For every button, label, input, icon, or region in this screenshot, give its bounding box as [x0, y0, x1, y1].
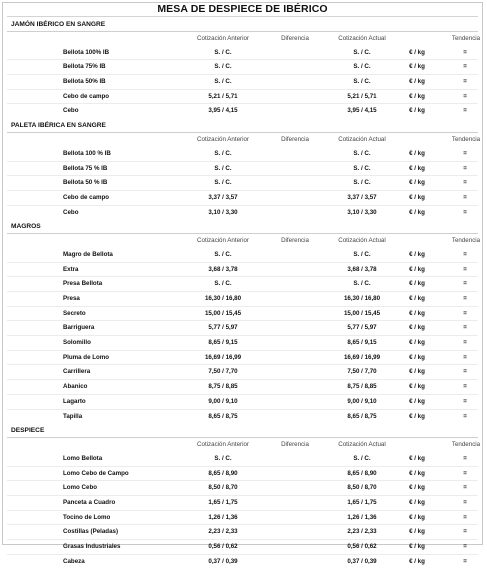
product-name: Bellota 75 % IB [63, 164, 108, 172]
product-name: Carrillera [63, 368, 91, 376]
trend-indicator: = [463, 78, 467, 86]
trend-indicator: = [463, 498, 467, 506]
cotizacion-actual: S. / C. [353, 78, 371, 86]
unit-label: € / kg [409, 368, 425, 376]
trend-indicator: = [463, 412, 467, 420]
table-rows [3, 147, 482, 219]
table-row [7, 410, 478, 424]
product-name: Grasas Industriales [63, 543, 121, 550]
cotizacion-anterior: S. / C. [214, 179, 232, 187]
cotizacion-actual: S. / C. [353, 164, 371, 172]
header-diferencia: Diferencia [281, 35, 309, 42]
cotizacion-anterior: 3,68 / 3,78 [208, 265, 238, 273]
product-name: Pluma de Lomo [63, 353, 110, 361]
cotizacion-anterior: S. / C. [214, 48, 232, 56]
cotizacion-actual: 3,68 / 3,78 [347, 265, 377, 273]
table-row [7, 248, 478, 263]
trend-indicator: = [463, 193, 467, 201]
table-row [7, 292, 478, 307]
cotizacion-actual: 3,37 / 3,57 [347, 193, 377, 201]
cotizacion-anterior: 8,65 / 8,90 [208, 469, 238, 477]
product-name: Tapilla [63, 412, 83, 420]
table-row [7, 191, 478, 206]
trend-indicator: = [463, 454, 467, 462]
cotizacion-actual: S. / C. [353, 250, 371, 258]
table-row [7, 176, 478, 191]
cotizacion-actual: 16,69 / 16,99 [343, 353, 381, 361]
section-3 [3, 425, 482, 568]
section-title: MAGROS [11, 223, 41, 231]
cotizacion-actual: S. / C. [353, 280, 371, 288]
table-row [7, 104, 478, 118]
trend-indicator: = [463, 353, 467, 361]
product-name: Cebo de campo [63, 193, 110, 201]
trend-indicator: = [463, 280, 467, 288]
unit-label: € / kg [409, 208, 425, 216]
product-name: Bellota 75% IB [63, 63, 106, 71]
unit-label: € / kg [409, 383, 425, 391]
unit-label: € / kg [409, 164, 425, 172]
product-name: Solomillo [63, 339, 91, 347]
table-row [7, 365, 478, 380]
unit-label: € / kg [409, 528, 425, 536]
cotizacion-anterior: 8,65 / 8,75 [208, 412, 238, 420]
table-row [7, 307, 478, 322]
cotizacion-anterior: S. / C. [214, 454, 232, 462]
header-cotizacion-anterior: Cotización Anterior [197, 35, 249, 42]
trend-indicator: = [463, 324, 467, 332]
cotizacion-actual: S. / C. [353, 63, 371, 71]
unit-label: € / kg [409, 412, 425, 420]
cotizacion-actual: 8,65 / 9,15 [347, 339, 377, 347]
cotizacion-anterior: S. / C. [214, 250, 232, 258]
table-row [7, 525, 478, 540]
product-name: Cebo de campo [63, 92, 110, 100]
table-row [7, 380, 478, 395]
product-name: Magro de Bellota [63, 250, 113, 258]
product-name: Lomo Cebo de Campo [63, 469, 129, 477]
header-tendencia: Tendencia [451, 136, 481, 144]
product-name: Abanico [63, 383, 88, 391]
column-header-row [7, 32, 481, 46]
cotizacion-anterior: 3,37 / 3,57 [208, 193, 238, 201]
product-name: Bellota 100% IB [63, 48, 110, 56]
section-0 [3, 19, 482, 118]
table-row [7, 263, 478, 278]
unit-label: € / kg [409, 149, 425, 157]
unit-label: € / kg [409, 513, 425, 521]
trend-indicator: = [463, 63, 467, 71]
unit-label: € / kg [409, 469, 425, 477]
cotizacion-actual: 1,65 / 1,75 [347, 498, 377, 506]
table-row [7, 336, 478, 351]
cotizacion-actual: 3,10 / 3,30 [347, 208, 377, 216]
cotizacion-anterior: 0,56 / 0,62 [208, 543, 238, 550]
product-name: Extra [63, 265, 79, 273]
header-cotizacion-actual: Cotización Actual [338, 136, 386, 144]
section-title: PALETA IBÉRICA EN SANGRE [11, 122, 106, 130]
cotizacion-actual: 8,75 / 8,85 [347, 383, 377, 391]
trend-indicator: = [463, 309, 467, 317]
cotizacion-actual: 5,21 / 5,71 [347, 92, 377, 100]
header-tendencia: Tendencia [451, 35, 481, 42]
section-title: JAMÓN IBÉRICO EN SANGRE [11, 21, 106, 28]
product-name: Bellota 50 % IB [63, 179, 108, 187]
cotizacion-anterior: S. / C. [214, 63, 232, 71]
table-row [7, 147, 478, 162]
header-cotizacion-anterior: Cotización Anterior [197, 136, 249, 144]
table-rows [3, 46, 482, 118]
unit-label: € / kg [409, 92, 425, 100]
trend-indicator: = [463, 383, 467, 391]
cotizacion-anterior: S. / C. [214, 78, 232, 86]
unit-label: € / kg [409, 324, 425, 332]
cotizacion-anterior: 16,69 / 16,99 [204, 353, 242, 361]
cotizacion-anterior: 8,75 / 8,85 [208, 383, 238, 391]
table-row [7, 321, 478, 336]
unit-label: € / kg [409, 484, 425, 492]
unit-label: € / kg [409, 265, 425, 273]
header-diferencia: Diferencia [281, 441, 309, 449]
trend-indicator: = [463, 368, 467, 376]
cotizacion-anterior: 3,95 / 4,15 [208, 107, 238, 115]
header-tendencia: Tendencia [451, 441, 481, 449]
section-title: DESPIECE [11, 427, 45, 435]
trend-indicator: = [463, 528, 467, 536]
trend-indicator: = [463, 250, 467, 258]
trend-indicator: = [463, 149, 467, 157]
trend-indicator: = [463, 397, 467, 405]
cotizacion-actual: S. / C. [353, 48, 371, 56]
cotizacion-actual: S. / C. [353, 179, 371, 187]
unit-label: € / kg [409, 397, 425, 405]
section-1 [3, 120, 482, 219]
cotizacion-actual: 1,26 / 1,36 [347, 513, 377, 521]
cotizacion-anterior: 5,77 / 5,97 [208, 324, 238, 332]
product-name: Presa Bellota [63, 280, 103, 288]
cotizacion-actual: 5,77 / 5,97 [347, 324, 377, 332]
cotizacion-anterior: 15,00 / 15,45 [204, 309, 242, 317]
product-name: Presa [63, 295, 80, 302]
cotizacion-anterior: 8,50 / 8,70 [208, 484, 238, 492]
cotizacion-anterior: S. / C. [214, 164, 232, 172]
product-name: Tocino de Lomo [63, 513, 111, 521]
unit-label: € / kg [409, 78, 425, 86]
unit-label: € / kg [409, 557, 425, 565]
sections-container [3, 19, 482, 568]
unit-label: € / kg [409, 295, 425, 302]
header-cotizacion-anterior: Cotización Anterior [197, 441, 249, 449]
cotizacion-actual: 7,50 / 7,70 [347, 368, 377, 376]
page-title: MESA DE DESPIECE DE IBÉRICO [7, 3, 478, 17]
unit-label: € / kg [409, 107, 425, 115]
unit-label: € / kg [409, 543, 425, 550]
cotizacion-anterior: 9,00 / 9,10 [208, 397, 238, 405]
cotizacion-actual: S. / C. [353, 454, 371, 462]
trend-indicator: = [463, 484, 467, 492]
product-name: Barriguera [63, 324, 95, 332]
table-row [7, 206, 478, 220]
column-header-row [7, 438, 481, 452]
section-2 [3, 221, 482, 423]
table-row [7, 496, 478, 511]
table-row [7, 162, 478, 177]
unit-label: € / kg [409, 309, 425, 317]
trend-indicator: = [463, 179, 467, 187]
cotizacion-actual: 16,30 / 16,80 [343, 295, 381, 302]
cotizacion-actual: 15,00 / 15,45 [343, 309, 381, 317]
header-diferencia: Diferencia [281, 136, 309, 144]
trend-indicator: = [463, 107, 467, 115]
table-row [7, 452, 478, 467]
unit-label: € / kg [409, 48, 425, 56]
cotizacion-anterior: S. / C. [214, 149, 232, 157]
table-row [7, 277, 478, 292]
cotizacion-anterior: 0,37 / 0,39 [208, 557, 238, 565]
trend-indicator: = [463, 295, 467, 302]
table-row [7, 75, 478, 90]
cotizacion-anterior: 8,65 / 9,15 [208, 339, 238, 347]
cotizacion-actual: 0,37 / 0,39 [347, 557, 377, 565]
cotizacion-actual: 8,65 / 8,75 [347, 412, 377, 420]
table-row [7, 395, 478, 410]
unit-label: € / kg [409, 339, 425, 347]
table-rows [3, 248, 482, 423]
table-rows [3, 452, 482, 568]
table-row [7, 351, 478, 366]
cotizacion-actual: 0,56 / 0,62 [347, 543, 377, 550]
table-row [7, 540, 478, 555]
header-cotizacion-actual: Cotización Actual [338, 441, 386, 449]
cotizacion-anterior: 5,21 / 5,71 [208, 92, 238, 100]
column-header-row [7, 133, 481, 147]
trend-indicator: = [463, 208, 467, 216]
table-row [7, 60, 478, 75]
cotizacion-actual: 3,95 / 4,15 [347, 107, 377, 115]
product-name: Bellota 100 % IB [63, 149, 111, 157]
cotizacion-anterior: S. / C. [214, 280, 232, 288]
trend-indicator: = [463, 92, 467, 100]
trend-indicator: = [463, 265, 467, 273]
trend-indicator: = [463, 543, 467, 550]
price-table-page [2, 2, 483, 565]
header-cotizacion-actual: Cotización Actual [338, 35, 386, 42]
table-row [7, 46, 478, 61]
product-name: Cebo [63, 208, 79, 216]
cotizacion-actual: 9,00 / 9,10 [347, 397, 377, 405]
unit-label: € / kg [409, 179, 425, 187]
header-diferencia: Diferencia [281, 237, 309, 245]
trend-indicator: = [463, 48, 467, 56]
trend-indicator: = [463, 469, 467, 477]
header-tendencia: Tendencia [451, 237, 481, 245]
product-name: Lagarto [63, 397, 86, 405]
unit-label: € / kg [409, 250, 425, 258]
cotizacion-anterior: 1,65 / 1,75 [208, 498, 238, 506]
product-name: Secreto [63, 309, 86, 317]
product-name: Lomo Cebo [63, 484, 98, 492]
header-cotizacion-actual: Cotización Actual [338, 237, 386, 245]
product-name: Costillas (Peladas) [63, 528, 119, 536]
trend-indicator: = [463, 164, 467, 172]
column-header-row [7, 234, 481, 248]
table-row [7, 90, 478, 105]
unit-label: € / kg [409, 353, 425, 361]
cotizacion-anterior: 7,50 / 7,70 [208, 368, 238, 376]
unit-label: € / kg [409, 454, 425, 462]
trend-indicator: = [463, 513, 467, 521]
unit-label: € / kg [409, 280, 425, 288]
trend-indicator: = [463, 339, 467, 347]
cotizacion-anterior: 16,30 / 16,80 [204, 295, 242, 302]
product-name: Cebo [63, 107, 79, 115]
unit-label: € / kg [409, 193, 425, 201]
header-cotizacion-anterior: Cotización Anterior [197, 237, 249, 245]
table-row [7, 555, 478, 568]
table-row [7, 511, 478, 526]
cotizacion-anterior: 3,10 / 3,30 [208, 208, 238, 216]
cotizacion-anterior: 1,26 / 1,36 [208, 513, 238, 521]
table-row [7, 481, 478, 496]
product-name: Panceta a Cuadro [63, 498, 116, 506]
unit-label: € / kg [409, 498, 425, 506]
cotizacion-anterior: 2,23 / 2,33 [208, 528, 238, 536]
trend-indicator: = [463, 557, 467, 565]
product-name: Cabeza [63, 557, 85, 565]
cotizacion-actual: S. / C. [353, 149, 371, 157]
cotizacion-actual: 8,50 / 8,70 [347, 484, 377, 492]
table-row [7, 467, 478, 482]
cotizacion-actual: 8,65 / 8,90 [347, 469, 377, 477]
cotizacion-actual: 2,23 / 2,33 [347, 528, 377, 536]
product-name: Lomo Bellota [63, 454, 103, 462]
unit-label: € / kg [409, 63, 425, 71]
product-name: Bellota 50% IB [63, 78, 106, 86]
